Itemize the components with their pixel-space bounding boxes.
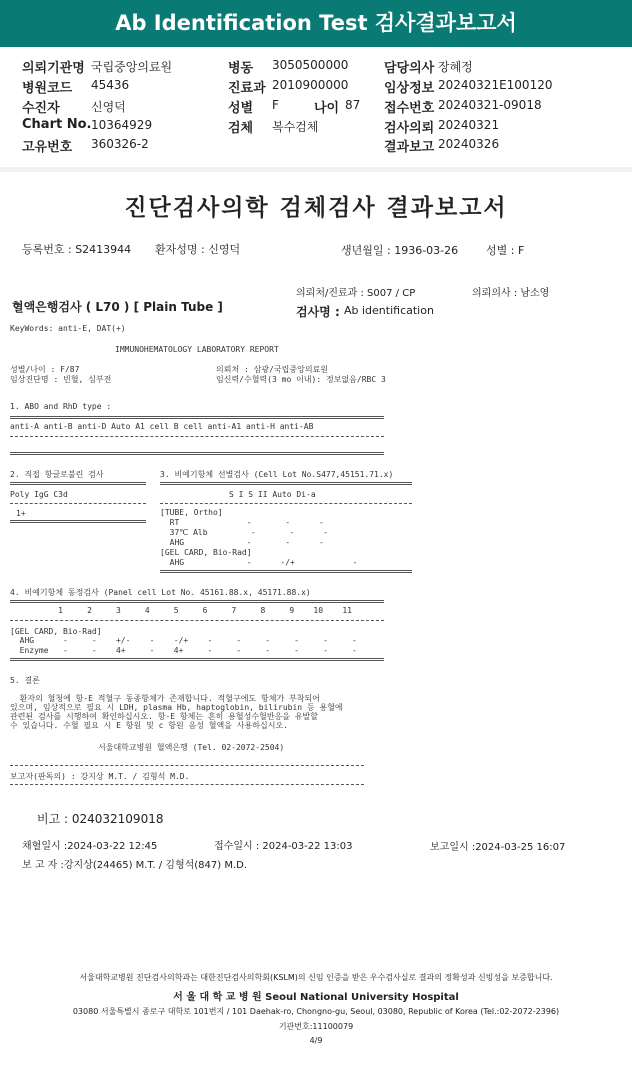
institution-value: 국립중앙의료원	[91, 60, 173, 74]
section2-columns: Poly IgG C3d	[10, 490, 68, 499]
divider	[160, 503, 412, 504]
date-of-birth: 생년월일 : 1936-03-26	[341, 244, 459, 257]
section4-title: 4. 비예기항체 동정검사 (Panel cell Lot No. 45161.88.x, 45171.88.x)	[10, 588, 311, 597]
patient-value: 신영덕	[91, 100, 126, 114]
sex-label: 성별	[228, 101, 254, 116]
keywords: KeyWords: anti-E, DAT(+)	[10, 324, 126, 333]
receipt-no-label: 접수번호	[384, 101, 435, 116]
doctor-value: 장혜정	[438, 60, 473, 74]
section3-row: [GEL CARD, Bio-Rad]	[160, 548, 252, 557]
conclusion-line: 관련된 검사를 시행하여 확인하십시오. 항-E 항체는 흔히 용혈성수혈반응을 유발할	[10, 712, 319, 721]
divider	[10, 658, 384, 661]
divider	[10, 503, 146, 504]
test-name-label: 검사명 :	[296, 305, 340, 319]
section2-title: 2. 직접 항글로불린 검사	[10, 470, 104, 479]
report-requester: 의뢰처 : 삼광/국립중앙의료원	[216, 365, 329, 374]
document-title: 진단검사의학 검체검사 결과보고서	[124, 195, 508, 221]
report-diagnosis: 임상진단명 : 빈혈, 심부전	[10, 375, 112, 384]
report-document	[0, 172, 632, 1069]
section5-title: 5. 결론	[10, 676, 40, 685]
divider	[160, 570, 412, 573]
report-pregnancy: 임신력/수혈력(3 mo 이내): 정보없음/RBC 3	[216, 375, 386, 384]
institution-label: 의뢰기관명	[22, 61, 85, 76]
test-name: Ab identification	[344, 304, 434, 317]
section3-row: 37℃ Alb - - -	[160, 528, 328, 537]
section4-row: Enzyme - - 4+ - 4+ - - - - - -	[10, 646, 357, 655]
reporter-line: 보 고 자 :강지상(24465) M.T. / 김형석(847) M.D.	[22, 860, 248, 871]
age-value: 87	[345, 98, 361, 112]
section3-columns: S I S II Auto Di-a	[229, 490, 316, 499]
divider	[10, 620, 384, 621]
ordering-doctor: 의뢰의사 : 남소영	[472, 288, 550, 299]
divider	[10, 784, 364, 785]
section3-title: 3. 비예기항체 선별검사 (Cell Lot No.S477,45151.71.x)	[160, 470, 394, 479]
report-heading: IMMUNOHEMATOLOGY LABORATORY REPORT	[115, 345, 279, 354]
patient-name: 환자성명 : 신영덕	[155, 243, 241, 256]
section3-row: AHG - -/+ -	[160, 558, 358, 567]
clinical-info-value: 20240321E100120	[438, 78, 553, 92]
registration-number: 등록번호 : S2413944	[22, 243, 132, 256]
specimen-label: 검체	[228, 121, 254, 136]
receipt-no-value: 20240321-09018	[438, 98, 542, 112]
report-date-label: 결과보고	[384, 140, 435, 155]
section4-columns: 1 2 3 4 5 6 7 8 9 10 11	[10, 606, 352, 615]
clinic-info: 의뢰처/진료과 : S007 / CP	[296, 288, 416, 299]
conclusion-line: 있으며, 임상적으로 필요 시 LDH, plasma Hb, haptoglobin, bilirubin 등 용혈에	[10, 703, 343, 712]
receipt-time: 접수일시 : 2024-03-22 13:03	[214, 841, 353, 852]
patient-sex: 성별 : F	[486, 244, 525, 257]
specimen-value: 복수검체	[272, 120, 319, 134]
section4-row: [GEL CARD, Bio-Rad]	[10, 627, 102, 636]
dat-result: 1+	[16, 509, 26, 518]
report-date-value: 20240326	[438, 137, 500, 151]
divider	[10, 600, 384, 603]
divider	[10, 416, 384, 419]
hospital-code-value: 45436	[91, 78, 130, 92]
conclusion-line: 수 있습니다. 수혈 필요 시 E 항원 및 c 항원 음성 혈액을 사용하십시오.	[10, 721, 288, 730]
hospital-code-label: 병원코드	[22, 81, 73, 96]
report-reporters: 보고자(판독의) : 강지상 M.T. / 김형석 M.D.	[10, 772, 190, 781]
sex-value: F	[272, 98, 279, 112]
department-label: 진료과	[228, 81, 266, 96]
patient-label: 수진자	[22, 101, 60, 116]
divider	[10, 765, 364, 766]
divider	[10, 520, 146, 523]
ward-label: 병동	[228, 61, 254, 76]
ward-value: 3050500000	[272, 58, 349, 72]
hospital-address: 03080 서울특별시 종로구 대학로 101번지 / 101 Daehak-ro, Chongno-gu, Seoul, 03080, Republic of Korea (Tel.:02-2072-2396)	[72, 1007, 560, 1016]
collection-time: 채혈일시 :2024-03-22 12:45	[22, 841, 158, 852]
page-number: 4/9	[309, 1036, 323, 1045]
conclusion-line: 환자의 혈청에 항-E 적혈구 동종항체가 존재합니다. 적혈구에도 항체가 부착되어	[10, 694, 320, 703]
section4-row: AHG - - +/- - -/+ - - - - - -	[10, 636, 357, 645]
report-time: 보고일시 :2024-03-25 16:07	[430, 842, 566, 853]
divider	[10, 482, 146, 485]
remark: 비고 : 024032109018	[37, 812, 164, 826]
department-value: 2010900000	[272, 78, 349, 92]
age-label: 나이	[314, 101, 340, 116]
section3-row: [TUBE, Ortho]	[160, 508, 223, 517]
report-banner-title: Ab Identification Test 검사결과보고서	[0, 0, 632, 47]
certification-notice: 서울대학교병원 진단검사의학과는 대한진단검사의학회(KSLM)의 신임 인증을 받은 우수검사실로 결과의 정확성과 신빙성을 보증합니다.	[79, 973, 553, 982]
report-sex-age: 성별/나이 : F/87	[10, 365, 80, 374]
section3-row: RT - - -	[160, 518, 324, 527]
request-info-header	[0, 47, 632, 167]
chart-no-value: 10364929	[91, 118, 153, 132]
doctor-label: 담당의사	[384, 61, 435, 76]
divider	[10, 436, 384, 437]
divider	[10, 452, 384, 455]
unique-no-label: 고유번호	[22, 140, 73, 155]
unique-no-value: 360326-2	[91, 137, 149, 151]
section1-title: 1. ABO and RhD type :	[10, 402, 112, 411]
request-date-label: 검사의뢰	[384, 121, 435, 136]
section3-row: AHG - - -	[160, 538, 324, 547]
hospital-name: 서 울 대 학 교 병 원 Seoul National University Hospital	[173, 992, 459, 1003]
clinical-info-label: 임상정보	[384, 81, 435, 96]
test-group: 혈액은행검사 ( L70 ) [ Plain Tube ]	[12, 300, 223, 314]
divider	[160, 482, 412, 485]
blood-bank-contact: 서울대학교병원 혈액은행 (Tel. 02-2072-2504)	[98, 743, 285, 752]
chart-no-label: Chart No.	[22, 117, 92, 132]
institution-number: 기관번호:11100079	[278, 1022, 354, 1031]
request-date-value: 20240321	[438, 118, 500, 132]
section1-columns: anti-A anti-B anti-D Auto A1 cell B cell anti-A1 anti-H anti-AB	[10, 422, 314, 431]
